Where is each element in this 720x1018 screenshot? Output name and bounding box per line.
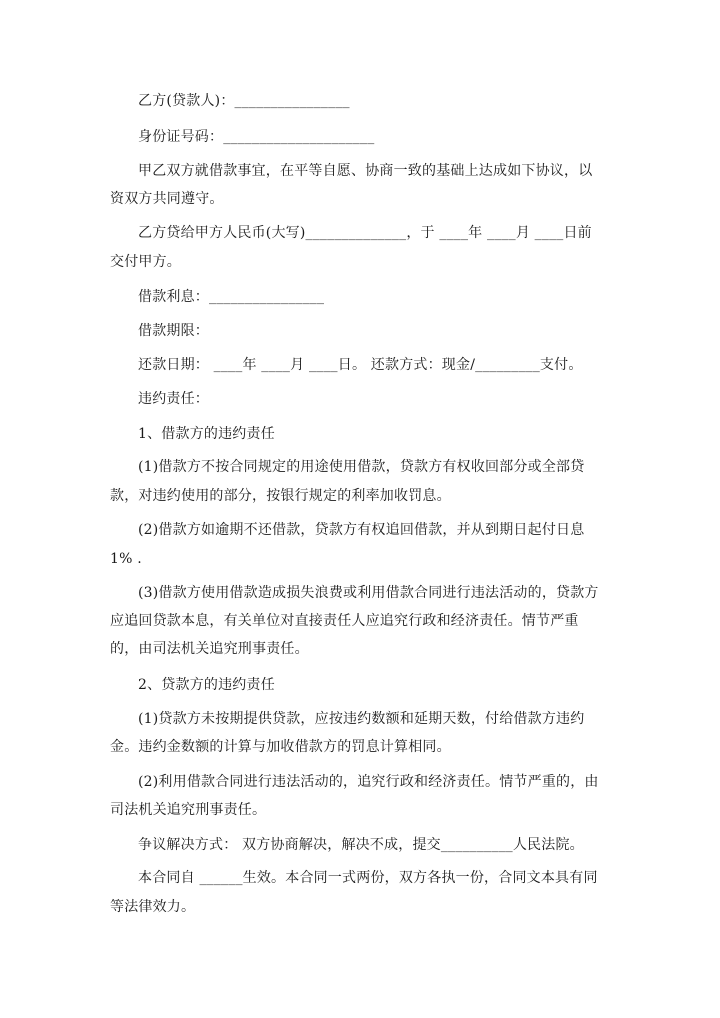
- dispute-resolution-line: 争议解决方式： 双方协商解决，解决不成，提交__________人民法院。: [138, 837, 584, 853]
- lender-liability-heading: 2、贷款方的违约责任: [138, 677, 275, 693]
- loan-amount-line-1: 乙方贷给甲方人民币(大写)______________，于 ____年 ____月 ____日前: [138, 225, 592, 241]
- agreement-intro-line-2: 资双方共同遵守。: [110, 191, 224, 207]
- liability-heading: 违约责任：: [138, 391, 209, 407]
- lender-clause-2-line-1: (2)利用借款合同进行违法活动的，追究行政和经济责任。情节严重的，由: [138, 774, 599, 790]
- lender-line: 乙方(贷款人)：________________: [138, 93, 350, 109]
- borrower-clause-2-line-2: 1% .: [110, 551, 142, 567]
- borrower-clause-1-line-2: 款，对违约使用的部分，按银行规定的利率加收罚息。: [110, 488, 451, 504]
- borrower-clause-3-line-3: 的，由司法机关追究刑事责任。: [110, 641, 309, 657]
- loan-interest-line: 借款利息：________________: [138, 289, 325, 305]
- borrower-clause-3-line-2: 应追回贷款本息，有关单位对直接责任人应追究行政和经济责任。情节严重: [110, 613, 579, 629]
- borrower-clause-2-line-1: (2)借款方如逾期不还借款，贷款方有权追回借款，并从到期日起付日息: [138, 522, 585, 538]
- borrower-clause-3-line-1: (3)借款方使用借款造成损失浪费或利用借款合同进行违法活动的，贷款方: [138, 585, 599, 601]
- id-number-line: 身份证号码：_____________________: [138, 129, 375, 145]
- borrower-clause-1-line-1: (1)借款方不按合同规定的用途使用借款，贷款方有权收回部分或全部贷: [138, 459, 585, 475]
- repayment-date-line: 还款日期： ____年 ____月 ____日。 还款方式：现金/_________支付。: [138, 357, 583, 373]
- loan-amount-line-2: 交付甲方。: [110, 254, 181, 270]
- lender-clause-1-line-1: (1)贷款方未按期提供贷款，应按违约数额和延期天数，付给借款方违约: [138, 711, 585, 727]
- agreement-intro-line-1: 甲乙双方就借款事宜，在平等自愿、协商一致的基础上达成如下协议，以: [138, 163, 593, 179]
- borrower-liability-heading: 1、借款方的违约责任: [138, 426, 275, 442]
- effective-date-line-1: 本合同自 ______生效。本合同一式两份，双方各执一份，合同文本具有同: [138, 870, 598, 886]
- effective-date-line-2: 等法律效力。: [110, 899, 196, 915]
- lender-clause-1-line-2: 金。违约金数额的计算与加收借款方的罚息计算相同。: [110, 739, 451, 755]
- lender-clause-2-line-2: 司法机关追究刑事责任。: [110, 802, 267, 818]
- loan-term-line: 借款期限：: [138, 323, 209, 339]
